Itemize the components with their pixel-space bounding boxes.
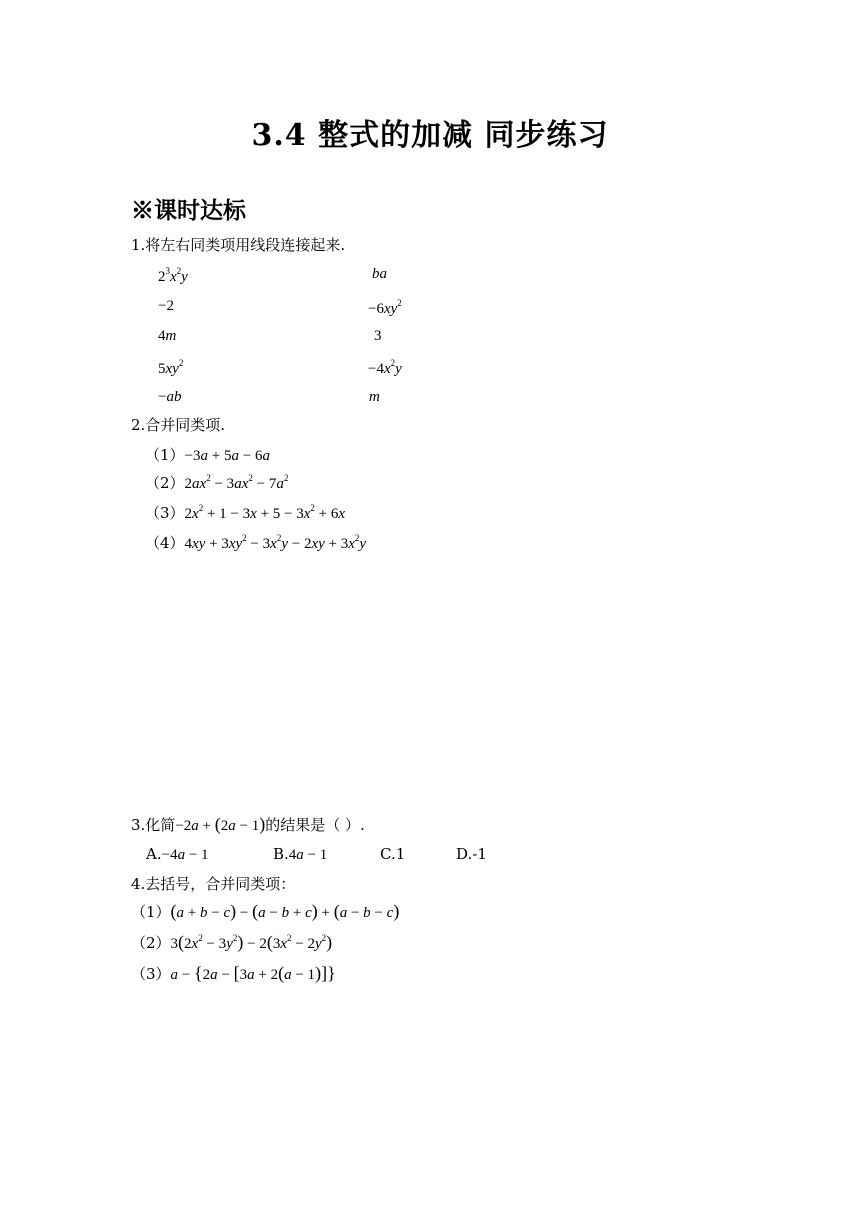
- q2-item-4: $(4)4xy + 3xy^2 - 3x^2y - 2xy + 3x^2y$: [145, 533, 367, 552]
- q1-left-term-5: −ab: [158, 389, 182, 405]
- q1-right-term-4: $-4x^2y$: [368, 358, 402, 377]
- q3-suffix: 的结果是（ ）.: [265, 816, 365, 834]
- q1-left-term-1: $2^3x^2y$: [158, 266, 188, 285]
- q1-left-term-3: 4m: [158, 328, 177, 344]
- q2-item-2: $(2)2ax^2 - 3ax^2 - 7a^2$: [145, 473, 289, 492]
- section-title: ※课时达标: [131, 197, 246, 224]
- q3-option-a: A.−4a − 1: [146, 845, 209, 863]
- q2-item-1-num: （1）: [145, 446, 185, 464]
- q4-item-2: $(2)3(2x^2 - 3y^2) - 2(3x^2 - 2y^2)$: [131, 932, 333, 952]
- q1-left-term-2: −2: [158, 298, 174, 314]
- q1-right-term-1: ba: [372, 266, 387, 282]
- q2-item-1: （1）−3a + 5a − 6a: [145, 446, 270, 464]
- q2-instruction: 2.合并同类项.: [131, 416, 226, 434]
- q4-item-1: （1）(a + b − c) − (a − b + c) + (a − b − c): [131, 901, 400, 921]
- q3-prefix: 3.化简: [131, 816, 176, 834]
- q3-option-b: B.4a − 1: [273, 845, 328, 863]
- q1-left-term-4: $5xy^2$: [158, 358, 184, 377]
- q2-item-3-num: （3）: [145, 504, 185, 522]
- q2-item-2-num: （2）: [145, 474, 185, 492]
- page-title: 3.4 整式的加减 同步练习: [251, 118, 609, 153]
- q2-item-4-num: （4）: [145, 534, 185, 552]
- q4-instruction: 4.去括号，合并同类项：: [131, 875, 296, 893]
- q2-item-3: $(3)2x^2 + 1 - 3x + 5 - 3x^2 + 6x$: [145, 503, 346, 522]
- q4-item-2-num: （2）: [131, 934, 171, 952]
- q3-question: 3.化简−2a + (2a − 1)的结果是（ ）.: [131, 814, 365, 834]
- q1-right-term-2: $-6xy^2$: [368, 298, 402, 317]
- q4-item-1-num: （1）: [131, 903, 171, 921]
- q3-option-c: C.1: [380, 845, 406, 863]
- q3-option-d: D.-1: [456, 845, 487, 863]
- q4-item-3: （3）a − {2a − [3a + 2(a − 1)]}: [131, 963, 336, 983]
- q1-right-term-5: m: [369, 389, 380, 405]
- q1-instruction: 1.将左右同类项用线段连接起来.: [131, 236, 346, 254]
- q4-item-3-num: （3）: [131, 965, 171, 983]
- q1-right-term-3: 3: [374, 328, 382, 344]
